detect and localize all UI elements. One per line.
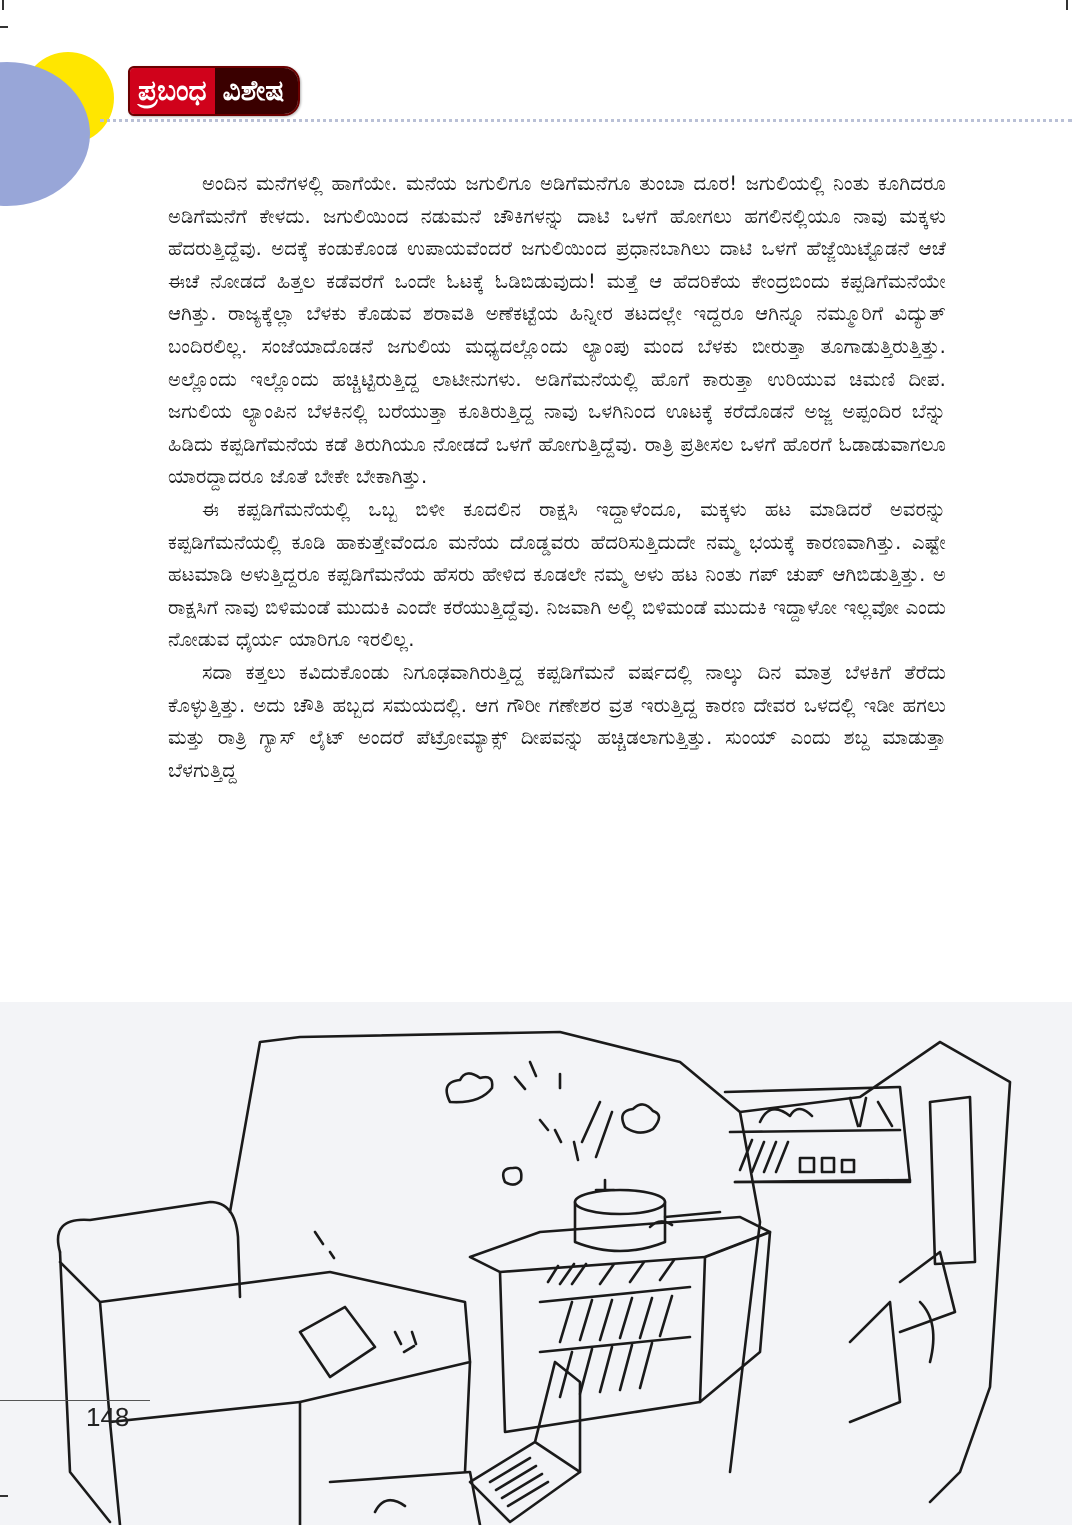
footer-rule <box>0 1400 150 1401</box>
crop-mark <box>2 0 4 10</box>
paragraph-3: ಸದಾ ಕತ್ತಲು ಕವಿದುಕೊಂಡು ನಿಗೂಢವಾಗಿರುತ್ತಿದ್ದ ಕಪ್ಪಡಿಗೆಮನೆ ವರ್ಷದಲ್ಲಿ ನಾಲ್ಕು ದಿನ ಮಾತ್ರ ಬೆಳಕಿಗೆ ತೆರೆದು ಕೊಳ್ಳುತ್ತಿತ್ತು. ಅದು ಚೌತಿ ಹಬ್ಬದ ಸಮಯದಲ್ಲಿ. ಆಗ ಗೌರೀ ಗಣೇಶರ ವ್ರತ ಇರುತ್ತಿದ್ದ ಕಾರಣ ದೇವರ ಒಳದಲ್ಲಿ ಇಡೀ ಹಗಲು ಮತ್ತು ರಾತ್ರಿ ಗ್ಯಾಸ್ ಲೈಟ್ ಅಂದರೆ ಪೆಟ್ರೋಮ್ಯಾಕ್ಸ್ ದೀಪವನ್ನು ಹಚ್ಚಿಡಲಾಗುತ್ತಿತ್ತು. ಸುಂಯ್ ಎಂದು ಶಬ್ದ ಮಾಡುತ್ತಾ ಬೆಳಗುತ್ತಿದ್ದ <box>168 660 946 782</box>
paragraph-1: ಅಂದಿನ ಮನೆಗಳಲ್ಲಿ ಹಾಗೆಯೇ. ಮನೆಯ ಜಗುಲಿಗೂ ಅಡಿಗೆಮನೆಗೂ ತುಂಬಾ ದೂರ! ಜಗುಲಿಯಲ್ಲಿ ನಿಂತು ಕೂಗಿದರೂ ಅಡಿಗೆಮನೆಗೆ ಕೇಳದು. ಜಗುಲಿಯಿಂದ ನಡುಮನೆ ಚೌಕಿಗಳನ್ನು ದಾಟಿ ಒಳಗೆ ಹೋಗಲು ಹಗಲಿನಲ್ಲಿಯೂ ನಾವು ಮಕ್ಕಳು ಹೆದರುತ್ತಿದ್ದೆವು. ಅದಕ್ಕೆ ಕಂಡುಕೊಂಡ ಉಪಾಯವೆಂದರೆ ಜಗುಲಿಯಿಂದ ಪ್ರಧಾನಬಾಗಿಲು ದಾಟಿ ಒಳಗೆ ಹೆಜ್ಜೆಯಿಟ್ಟೊಡನೆ ಆಚೆ ಈಚೆ ನೋಡದೆ ಹಿತ್ತಲ ಕಡೆವರೆಗೆ ಒಂದೇ ಓಟಕ್ಕೆ ಓಡಿಬಿಡುವುದು! ಮತ್ತೆ ಆ ಹೆದರಿಕೆಯ ಕೇಂದ್ರಬಿಂದು ಕಪ್ಪಡಿಗೆಮನೆಯೇ ಆಗಿತ್ತು. ರಾಜ್ಯಕ್ಕೆಲ್ಲಾ ಬೆಳಕು ಕೊಡುವ ಶರಾವತಿ ಅಣೆಕಟ್ಟೆಯ ಹಿನ್ನೀರ ತಟದಲ್ಲೇ ಇದ್ದರೂ ಆಗಿನ್ನೂ ನಮ್ಮೂರಿಗೆ ವಿದ್ಯುತ್ ಬಂದಿರಲಿಲ್ಲ. ಸಂಜೆಯಾದೊಡನೆ ಜಗುಲಿಯ ಮಧ್ಯದಲ್ಲೊಂದು ಲ್ಯಾಂಪು ಮಂದ ಬೆಳಕು ಬೀರುತ್ತಾ ತೂಗಾಡುತ್ತಿರುತ್ತಿತ್ತು. ಅಲ್ಲೊಂದು ಇಲ್ಲೊಂದು ಹಚ್ಚಿಟ್ಟಿರುತ್ತಿದ್ದ ಲಾಟೀನುಗಳು. ಅಡಿಗೆಮನೆಯಲ್ಲಿ ಹೊಗೆ ಕಾರುತ್ತಾ ಉರಿಯುವ ಚಿಮಣಿ ದೀಪ. ಜಗುಲಿಯ ಲ್ಯಾಂಪಿನ ಬೆಳಕಿನಲ್ಲಿ ಬರೆಯುತ್ತಾ ಕೂತಿರುತ್ತಿದ್ದ ನಾವು ಒಳಗಿನಿಂದ ಊಟಕ್ಕೆ ಕರೆದೊಡನೆ ಅಜ್ಜ ಅಪ್ಪಂದಿರ ಬೆನ್ನು ಹಿಡಿದು ಕಪ್ಪಡಿಗೆಮನೆಯ ಕಡೆ ತಿರುಗಿಯೂ ನೋಡದೆ ಒಳಗೆ ಹೋಗುತ್ತಿದ್ದೆವು. ರಾತ್ರಿ ಪ್ರತೀಸಲ ಒಳಗೆ ಹೊರಗೆ ಓಡಾಡುವಾಗಲೂ ಯಾರದ್ದಾದರೂ ಜೊತೆ ಬೇಕೇ ಬೇಕಾಗಿತ್ತು. <box>168 172 946 489</box>
page-number: 148 <box>86 1402 130 1432</box>
section-title-part2: ವಿಶೇಷ <box>215 68 299 114</box>
crop-mark <box>1066 0 1068 10</box>
header-divider <box>100 119 1072 122</box>
kitchen-sketch-illustration <box>0 1002 1072 1525</box>
crop-mark <box>0 1495 8 1497</box>
section-title-part1: ಪ್ರಬಂಧ <box>130 68 215 114</box>
paragraph-2: ಈ ಕಪ್ಪಡಿಗೆಮನೆಯಲ್ಲಿ ಒಬ್ಬ ಬಿಳೀ ಕೂದಲಿನ ರಾಕ್ಷಸಿ ಇದ್ದಾಳೆಂದೂ, ಮಕ್ಕಳು ಹಟ ಮಾಡಿದರೆ ಅವರನ್ನು ಕಪ್ಪಡಿಗೆಮನೆಯಲ್ಲಿ ಕೂಡಿ ಹಾಕುತ್ತೇವೆಂದೂ ಮನೆಯ ದೊಡ್ಡವರು ಹೆದರಿಸುತ್ತಿದುದೇ ನಮ್ಮ ಭಯಕ್ಕೆ ಕಾರಣವಾಗಿತ್ತು. ಎಷ್ಟೇ ಹಟಮಾಡಿ ಅಳುತ್ತಿದ್ದರೂ ಕಪ್ಪಡಿಗೆಮನೆಯ ಹೆಸರು ಹೇಳಿದ ಕೂಡಲೇ ನಮ್ಮ ಅಳು ಹಟ ನಿಂತು ಗಪ್ ಚುಪ್ ಆಗಿಬಿಡುತ್ತಿತ್ತು. ಅ ರಾಕ್ಷಸಿಗೆ ನಾವು ಬಿಳಿಮಂಡೆ ಮುದುಕಿ ಎಂದೇ ಕರೆಯುತ್ತಿದ್ದೆವು. ನಿಜವಾಗಿ ಅಲ್ಲಿ ಬಿಳಿಮಂಡೆ ಮುದುಕಿ ಇದ್ದಾಳೋ ಇಲ್ಲವೋ ಎಂದು ನೋಡುವ ಧೈರ್ಯ ಯಾರಿಗೂ ಇರಲಿಲ್ಲ. <box>168 497 946 652</box>
section-header <box>128 66 300 116</box>
crop-mark <box>0 26 8 28</box>
article-body <box>168 168 946 787</box>
